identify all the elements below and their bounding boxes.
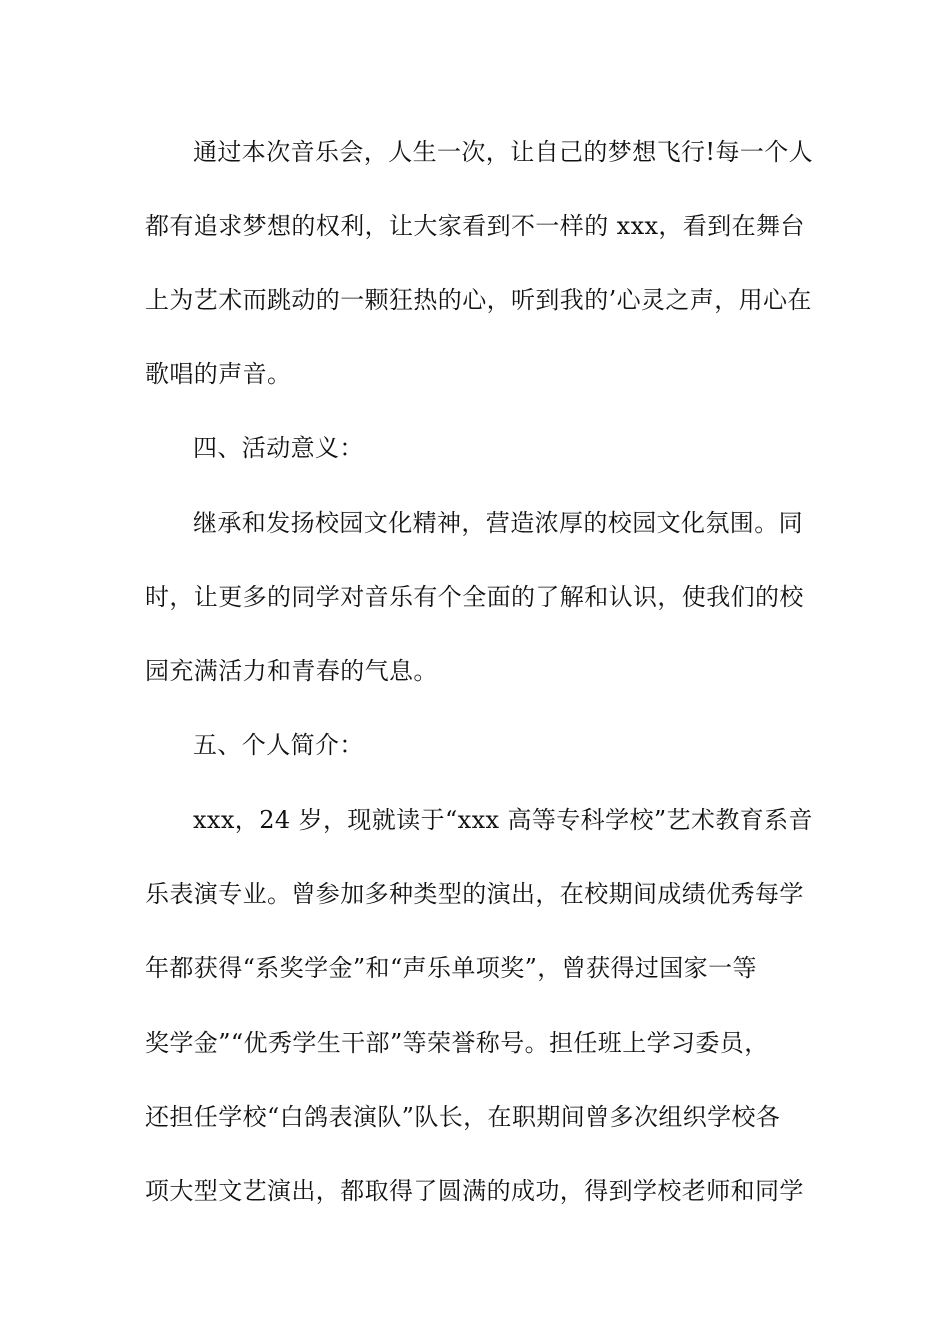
paragraph-line: 通过本次音乐会，人生一次，让自己的梦想飞行!每一个人	[193, 138, 814, 166]
paragraph-line: 年都获得“系奖学金”和“声乐单项奖”，曾获得过国家一等	[145, 954, 757, 982]
paragraph-line: 园充满活力和青春的气息。	[145, 657, 438, 685]
paragraph-line: 项大型文艺演出，都取得了圆满的成功，得到学校老师和同学	[145, 1177, 804, 1205]
paragraph-line: 奖学金”“优秀学生干部”等荣誉称号。担任班上学习委员，	[145, 1029, 769, 1057]
paragraph-line: 都有追求梦想的权利，让大家看到不一样的 xxx，看到在舞台	[145, 212, 805, 240]
section-heading: 五、个人简介：	[193, 731, 364, 759]
paragraph-line: 继承和发扬校园文化精神，营造浓厚的校园文化氛围。同	[193, 509, 803, 537]
paragraph-line: 歌唱的声音。	[145, 360, 292, 388]
section-heading: 四、活动意义：	[193, 434, 364, 462]
paragraph-line: 上为艺术而跳动的一颗狂热的心，听到我的’心灵之声，用心在	[145, 286, 812, 314]
paragraph-line: 乐表演专业。曾参加多种类型的演出，在校期间成绩优秀每学	[145, 880, 804, 908]
paragraph-line: 时，让更多的同学对音乐有个全面的了解和认识，使我们的校	[145, 583, 804, 611]
paragraph-line: xxx，24 岁，现就读于“xxx 高等专科学校”艺术教育系音	[193, 806, 813, 834]
paragraph-line: 还担任学校“白鸽表演队”队长，在职期间曾多次组织学校各	[145, 1103, 781, 1131]
